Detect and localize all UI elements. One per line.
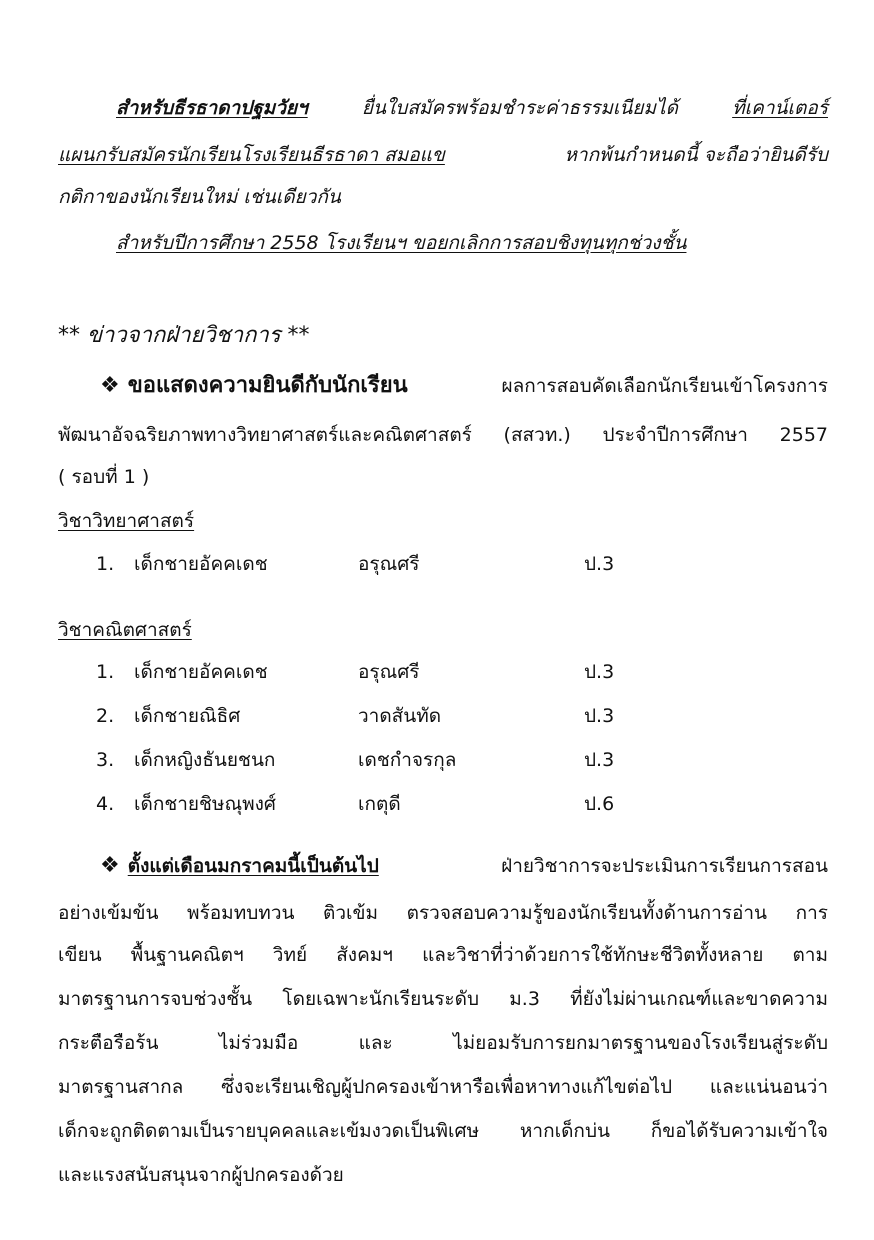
intro-kindergarten-text: สำหรับธีรธาดาปฐมวัยฯ: [116, 97, 308, 119]
student-number: 4.: [96, 793, 115, 815]
intro-line-1: [116, 94, 828, 122]
math-heading: วิชาคณิตศาสตร์: [58, 619, 192, 641]
student-number: 2.: [96, 705, 115, 727]
student-grade: ป.3: [584, 661, 615, 683]
student-name: เด็กชายณิธิศ: [134, 705, 241, 727]
january-line-1: [100, 852, 828, 880]
diamond-bullet-icon: ❖: [100, 853, 120, 878]
student-name: เด็กชายอัคคเดช: [134, 553, 268, 575]
student-grade: ป.6: [584, 793, 615, 815]
student-name: เด็กหญิงธันยชนก: [134, 749, 276, 771]
congrats-line-3: ( รอบที่ 1 ): [58, 466, 150, 488]
congrats-line-2: พัฒนาอัจฉริยภาพทางวิทยาศาสตร์และคณิตศาสตร์ (สสวท.) ประจำปีการศึกษา 2557: [58, 424, 828, 446]
student-name: เด็กชายชิษณุพงศ์: [134, 793, 276, 815]
student-surname: อรุณศรี: [358, 553, 420, 575]
january-line-2: อย่างเข้มข้น พร้อมทบทวน ติวเข้ม ตรวจสอบความรู้ของนักเรียนทั้งด้านการอ่าน การ: [58, 902, 828, 924]
news-heading: ** ข่าวจากฝ่ายวิชาการ **: [58, 323, 310, 348]
january-line-4: มาตรฐานการจบช่วงชั้น โดยเฉพาะนักเรียนระดับ ม.3 ที่ยังไม่ผ่านเกณฑ์และขาดความ: [58, 988, 828, 1010]
student-grade: ป.3: [584, 705, 615, 727]
intro-scholarship-notice: สำหรับปีการศึกษา 2558 โรงเรียนฯ ขอยกเลิกการสอบชิงทุนทุกช่วงชั้น: [116, 232, 687, 254]
congrats-line-1: [100, 372, 828, 400]
intro-line-3: กติกาของนักเรียนใหม่ เช่นเดียวกัน: [58, 186, 341, 208]
student-grade: ป.3: [584, 749, 615, 771]
student-number: 1.: [96, 661, 115, 683]
science-heading: วิชาวิทยาศาสตร์: [58, 510, 195, 532]
intro-counter-text: ที่เคาน์เตอร์: [732, 97, 828, 119]
student-surname: อรุณศรี: [358, 661, 420, 683]
january-line-7: เด็กจะถูกติดตามเป็นรายบุคคลและเข้มงวดเป็นพิเศษ หากเด็กบ่น ก็ขอได้รับความเข้าใจ: [58, 1120, 828, 1142]
intro-department-text: แผนกรับสมัครนักเรียนโรงเรียนธีรธาดา สมอแข: [58, 144, 445, 166]
intro-deadline-text: หากพ้นกำหนดนี้ จะถือว่ายินดีรับ: [564, 144, 828, 166]
congrats-line-1-rest: ผลการสอบคัดเลือกนักเรียนเข้าโครงการ: [501, 375, 828, 397]
student-surname: วาดสันทัด: [358, 705, 442, 727]
january-title: ตั้งแต่เดือนมกราคมนี้เป็นต้นไป: [127, 855, 379, 877]
january-line-3: เขียน พื้นฐานคณิตฯ วิทย์ สังคมฯ และวิชาที่ว่าด้วยการใช้ทักษะชีวิตทั้งหลาย ตาม: [58, 944, 828, 966]
student-surname: เดชกำจรกุล: [358, 749, 457, 771]
student-number: 3.: [96, 749, 115, 771]
student-number: 1.: [96, 553, 115, 575]
diamond-bullet-icon: ❖: [100, 373, 120, 398]
congrats-title: ขอแสดงความยินดีกับนักเรียน: [127, 373, 408, 398]
student-surname: เกตุดี: [358, 793, 401, 815]
january-line-5: กระตือรือร้น ไม่ร่วมมือ และ ไม่ยอมรับการยกมาตรฐานของโรงเรียนสู่ระดับ: [58, 1032, 828, 1054]
intro-line-2: [58, 141, 828, 169]
january-line-1-rest: ฝ่ายวิชาการจะประเมินการเรียนการสอน: [501, 855, 828, 877]
january-line-8: และแรงสนับสนุนจากผู้ปกครองด้วย: [58, 1164, 344, 1186]
january-line-6: มาตรฐานสากล ซึ่งจะเรียนเชิญผู้ปกครองเข้าหารือเพื่อหาทางแก้ไขต่อไป และแน่นอนว่า: [58, 1076, 828, 1098]
intro-apply-text: ยื่นใบสมัครพร้อมชำระค่าธรรมเนียมได้: [361, 97, 678, 119]
student-grade: ป.3: [584, 553, 615, 575]
student-name: เด็กชายอัคคเดช: [134, 661, 268, 683]
